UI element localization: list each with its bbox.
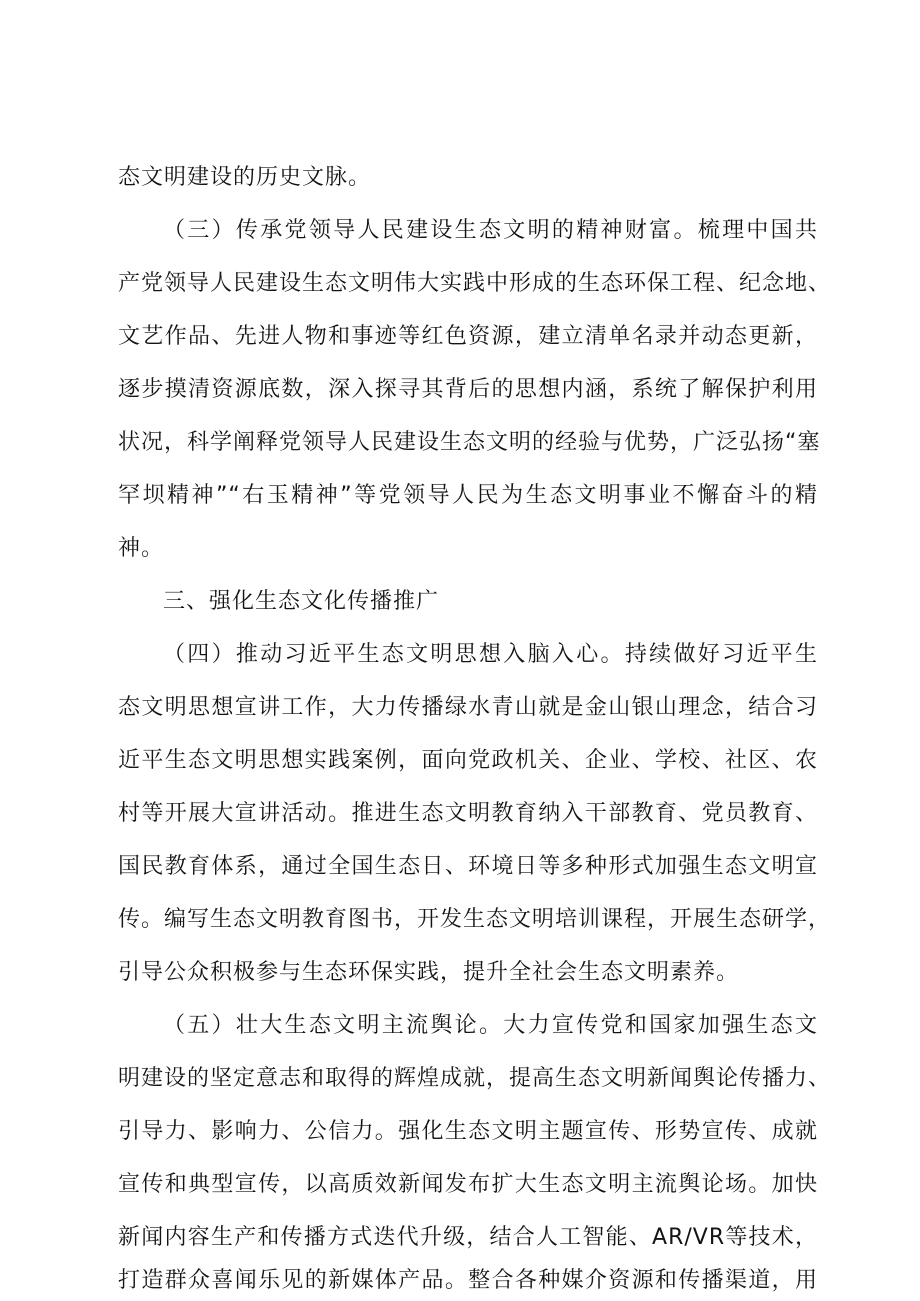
text-line: 态文明思想宣讲工作，大力传播绿水青山就是金山银山理念，结合习 [118, 695, 818, 720]
paragraph-heading-5: （五）壮大生态文明主流舆论。大力宣传党和国家加强生态文 [163, 1013, 818, 1038]
text-line: 引导公众积极参与生态环保实践，提升全社会生态文明素养。 [118, 960, 740, 985]
text-line: 打造群众喜闻乐见的新媒体产品。整合各种媒介资源和传播渠道，用 [118, 1268, 818, 1293]
text-line: 明建设的坚定意志和取得的辉煌成就，提高生态文明新闻舆论传播力、 [118, 1066, 832, 1091]
text-line: 村等开展大宣讲活动。推进生态文明教育纳入干部教育、党员教育、 [118, 801, 818, 826]
paragraph-heading-3: （三）传承党领导人民建设生态文明的精神财富。梳理中国共 [163, 218, 818, 243]
text-line: 传。编写生态文明教育图书，开发生态文明培训课程，开展生态研学， [118, 907, 832, 932]
text-line: 态文明建设的历史文脉。 [118, 165, 372, 190]
text-line: 宣传和典型宣传，以高质效新闻发布扩大生态文明主流舆论场。加快 [118, 1172, 818, 1197]
text-line: 文艺作品、先进人物和事迹等红色资源，建立清单名录并动态更新， [118, 324, 818, 349]
text-line: 引导力、影响力、公信力。强化生态文明主题宣传、形势宣传、成就 [118, 1119, 818, 1144]
text-line: 神。 [118, 536, 165, 561]
section-heading: 三、强化生态文化传播推广 [163, 589, 440, 614]
text-line: 新闻内容生产和传播方式迭代升级，结合人工智能、AR/VR等技术， [118, 1225, 818, 1250]
text-line: 逐步摸清资源底数，深入探寻其背后的思想内涵，系统了解保护利用 [118, 377, 818, 402]
text-line: 产党领导人民建设生态文明伟大实践中形成的生态环保工程、纪念地、 [118, 271, 832, 296]
text-line: 罕坝精神”“右玉精神”等党领导人民为生态文明事业不懈奋斗的精 [118, 483, 818, 508]
paragraph-heading-4: （四）推动习近平生态文明思想入脑入心。持续做好习近平生 [163, 642, 818, 667]
text-line: 近平生态文明思想实践案例，面向党政机关、企业、学校、社区、农 [118, 748, 818, 773]
text-line: 状况，科学阐释党领导人民建设生态文明的经验与优势，广泛弘扬“塞 [118, 430, 821, 455]
text-line: 国民教育体系，通过全国生态日、环境日等多种形式加强生态文明宣 [118, 854, 818, 879]
